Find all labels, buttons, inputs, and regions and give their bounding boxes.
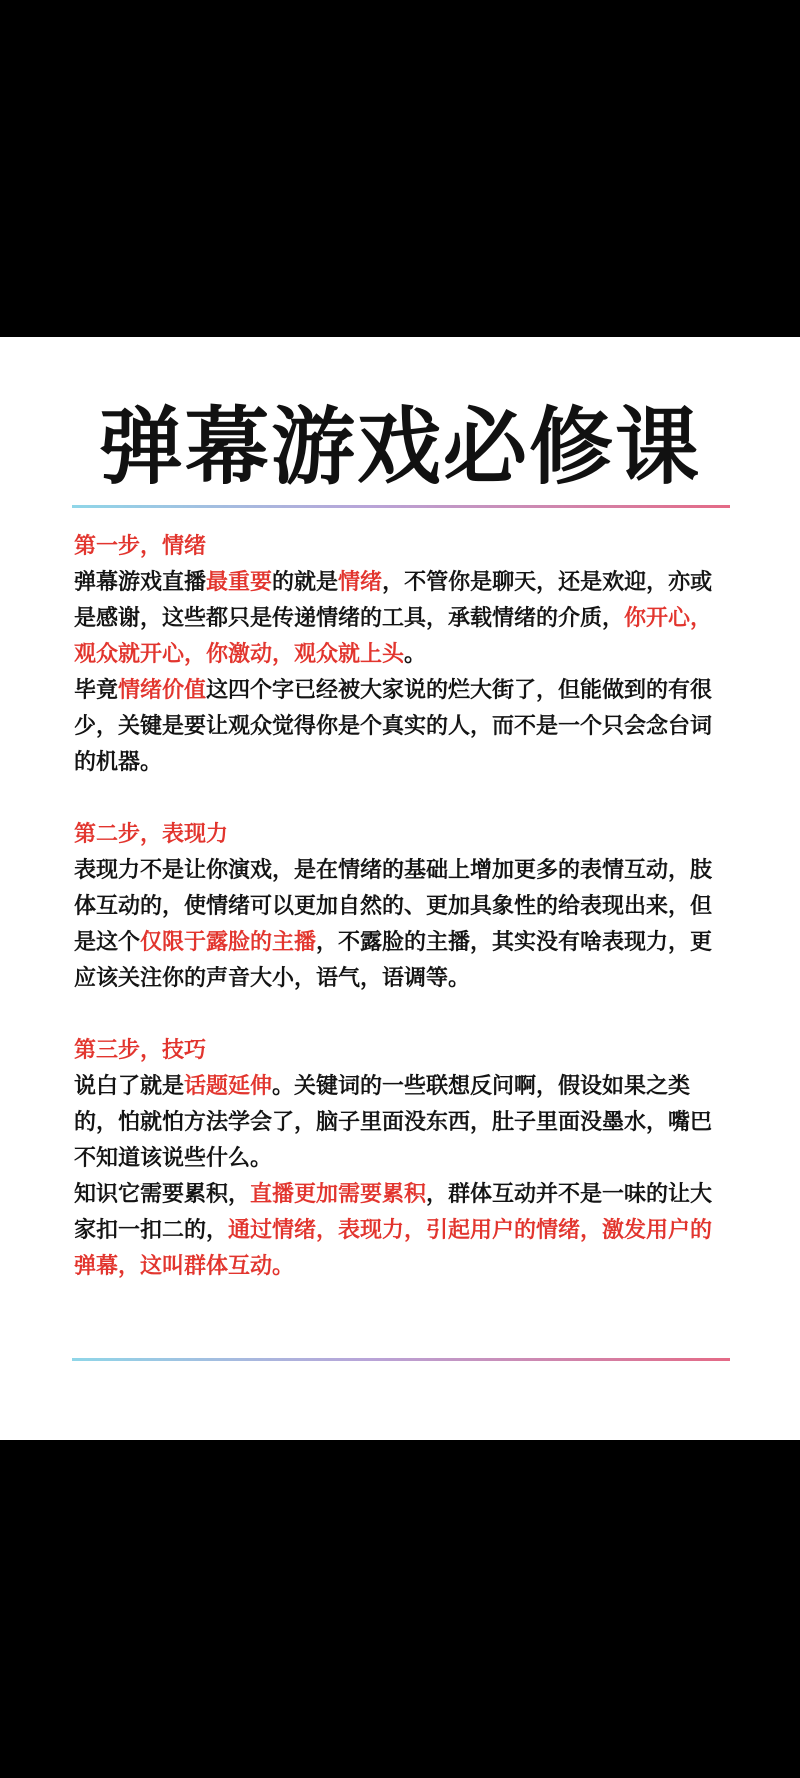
text-run: 表现力不是让你演戏，是在情绪的基础上增加更多的表情互动，肢体互动的，使情绪可以更加自然的、更加具象性的给表现出来，但是这个 [74,858,713,955]
text-run: 弹幕游戏直播 [74,570,207,595]
text-run: 的就是 [272,570,339,595]
highlight-text: 通过情绪，表现力，引起用户的情绪，激发用户的弹幕，这叫群体互动。 [74,1218,713,1279]
text-run: 这四个字已经被大家说的烂大街了，但能做到的有很少，关键是要让观众觉得你是个真实的人，而不是一个只会念台词的机器。 [74,678,713,775]
section-heading: 第二步，表现力 [74,822,229,847]
paragraph [74,853,730,997]
letterbox-bottom [0,1440,800,1778]
section-step-3 [74,1033,730,1285]
text-run: 说白了就是 [74,1074,185,1099]
highlight-text: 仅限于露脸的主播 [140,930,317,955]
letterbox-top [0,0,800,337]
paragraph [74,1069,730,1177]
divider-top [72,505,730,508]
text-run: ，不管你是聊天，还是欢迎，亦或是感谢，这些都只是传递情绪的工具，承载情绪的介质， [74,570,713,631]
text-run: 毕竟 [74,678,119,703]
text-run: ，不露脸的主播，其实没有啥表现力，更应该关注你的声音大小，语气，语调等。 [74,930,713,991]
section-step-2 [74,817,730,997]
text-run: 。 [404,642,427,667]
paragraph [74,565,730,673]
article-body [74,529,730,1285]
text-run: 知识它需要累积， [74,1182,251,1207]
page-title: 弹幕游戏必修课 [98,398,701,496]
highlight-text: 直播更加需要累积 [250,1182,427,1207]
highlight-text: 你开心，观众就开心，你激动，观众就上头 [74,606,713,667]
section-heading: 第三步，技巧 [74,1038,207,1063]
divider-bottom [72,1358,730,1361]
section-heading: 第一步，情绪 [74,534,207,559]
paragraph [74,1177,730,1285]
highlight-text: 最重要 [206,570,273,595]
highlight-text: 话题延伸 [184,1074,273,1099]
section-step-1 [74,529,730,781]
text-run: 。关键词的一些联想反问啊，假设如果之类的，怕就怕方法学会了，脑子里面没东西，肚子里面没墨水，嘴巴不知道该说些什么。 [74,1074,713,1171]
article-card [0,337,800,1440]
text-run: ，群体互动并不是一味的让大家扣一扣二的， [74,1182,713,1243]
highlight-text: 情绪 [338,570,383,595]
paragraph [74,673,730,781]
highlight-text: 情绪价值 [118,678,207,703]
